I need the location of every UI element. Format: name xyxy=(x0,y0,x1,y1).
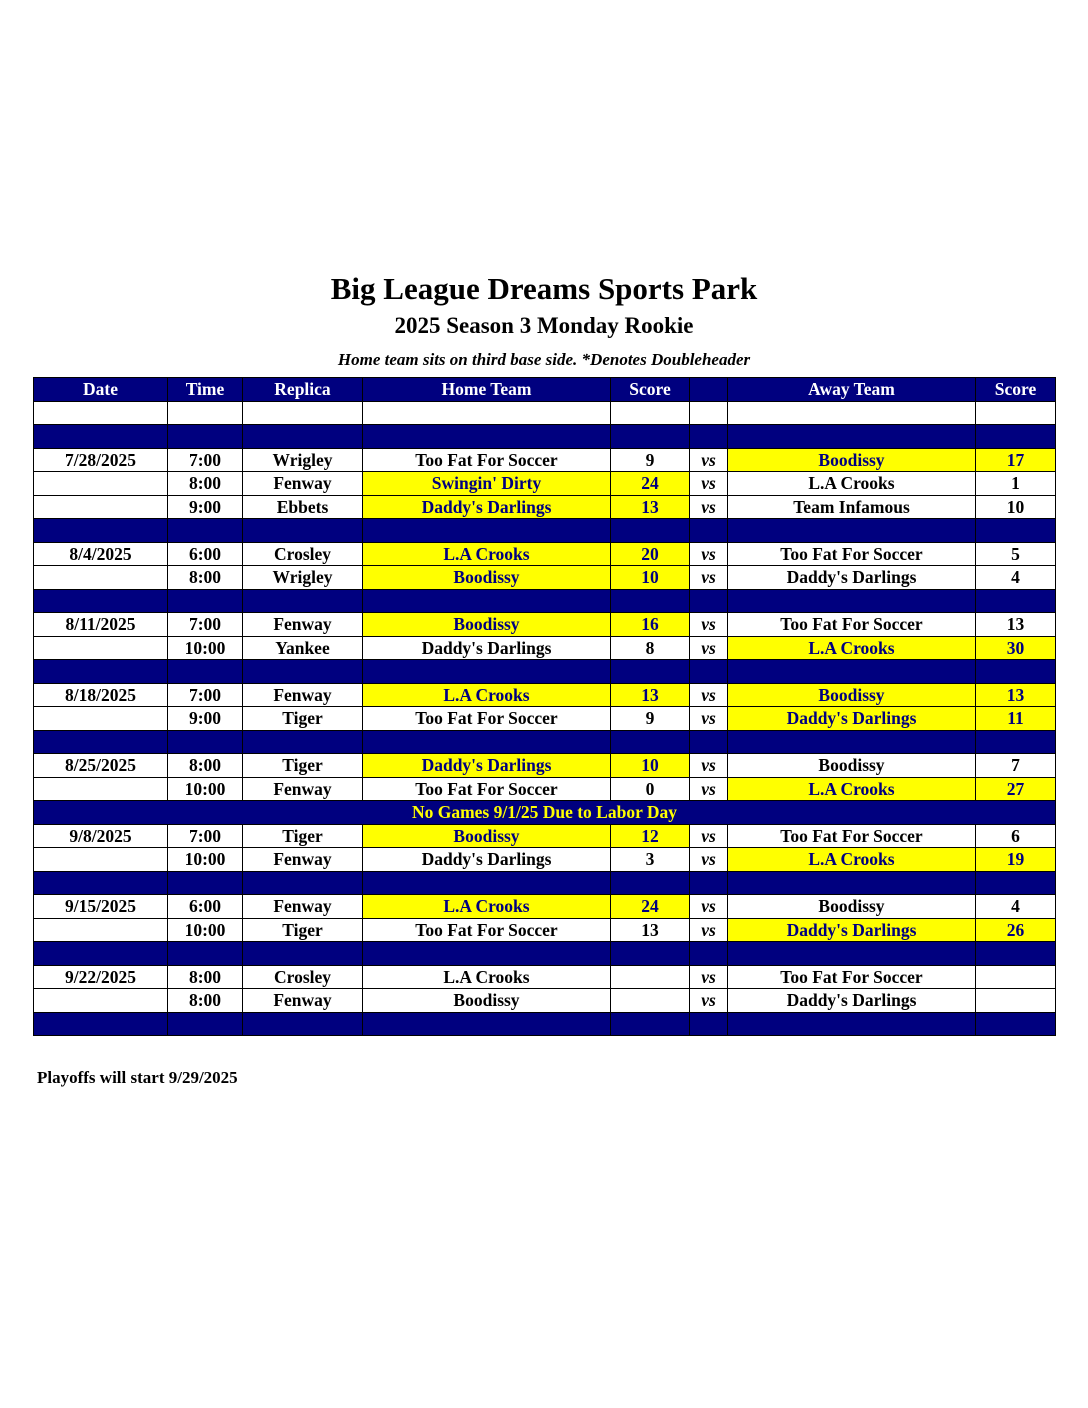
game-row xyxy=(34,636,1056,660)
time-cell: 8:00 xyxy=(168,566,243,590)
empty-cell xyxy=(34,519,168,543)
game-row xyxy=(34,683,1056,707)
away-team-cell: L.A Crooks xyxy=(728,777,976,801)
date-cell: 7/28/2025 xyxy=(34,448,168,472)
replica-cell: Fenway xyxy=(243,848,363,872)
separator-band-row xyxy=(34,589,1056,613)
empty-cell xyxy=(363,401,611,425)
vs-cell: vs xyxy=(690,707,728,731)
empty-cell xyxy=(728,425,976,449)
away-score-cell: 19 xyxy=(976,848,1056,872)
home-team-cell: L.A Crooks xyxy=(363,895,611,919)
time-cell: 10:00 xyxy=(168,636,243,660)
away-team-cell: L.A Crooks xyxy=(728,472,976,496)
empty-cell xyxy=(728,942,976,966)
empty-cell xyxy=(243,1012,363,1036)
empty-cell xyxy=(611,1012,690,1036)
empty-cell xyxy=(728,1012,976,1036)
empty-cell xyxy=(168,1012,243,1036)
empty-cell xyxy=(243,942,363,966)
away-score-cell: 27 xyxy=(976,777,1056,801)
empty-cell xyxy=(690,589,728,613)
empty-cell xyxy=(168,519,243,543)
empty-cell xyxy=(728,401,976,425)
empty-cell xyxy=(363,519,611,543)
empty-cell xyxy=(243,589,363,613)
empty-cell xyxy=(168,660,243,684)
empty-cell xyxy=(690,1012,728,1036)
away-score-cell: 4 xyxy=(976,895,1056,919)
date-cell xyxy=(34,777,168,801)
home-score-cell: 13 xyxy=(611,683,690,707)
separator-band-row xyxy=(34,871,1056,895)
date-cell: 8/18/2025 xyxy=(34,683,168,707)
home-team-cell: Too Fat For Soccer xyxy=(363,777,611,801)
empty-cell xyxy=(34,660,168,684)
replica-cell: Fenway xyxy=(243,895,363,919)
vs-cell: vs xyxy=(690,495,728,519)
home-score-cell: 13 xyxy=(611,918,690,942)
time-cell: 8:00 xyxy=(168,754,243,778)
away-team-cell: Too Fat For Soccer xyxy=(728,965,976,989)
game-row xyxy=(34,542,1056,566)
home-team-cell: L.A Crooks xyxy=(363,965,611,989)
time-cell: 6:00 xyxy=(168,895,243,919)
empty-cell xyxy=(728,660,976,684)
empty-cell xyxy=(168,425,243,449)
column-header-time: Time xyxy=(168,378,243,402)
vs-cell: vs xyxy=(690,613,728,637)
time-cell: 10:00 xyxy=(168,777,243,801)
home-score-cell: 24 xyxy=(611,895,690,919)
empty-cell xyxy=(363,589,611,613)
vs-cell: vs xyxy=(690,965,728,989)
home-score-cell: 16 xyxy=(611,613,690,637)
page-subtitle: 2025 Season 3 Monday Rookie xyxy=(394,313,694,338)
schedule-note: Home team sits on third base side. *Denotes Doubleheader xyxy=(337,350,751,369)
empty-cell xyxy=(690,730,728,754)
empty-cell xyxy=(243,871,363,895)
separator-band-row xyxy=(34,425,1056,449)
empty-cell xyxy=(363,660,611,684)
separator-band-row xyxy=(34,1012,1056,1036)
away-team-cell: Daddy's Darlings xyxy=(728,707,976,731)
empty-cell xyxy=(168,589,243,613)
away-team-cell: L.A Crooks xyxy=(728,636,976,660)
away-score-cell: 4 xyxy=(976,566,1056,590)
game-row xyxy=(34,613,1056,637)
empty-cell xyxy=(728,519,976,543)
empty-cell xyxy=(611,660,690,684)
date-cell xyxy=(34,848,168,872)
empty-cell xyxy=(976,871,1056,895)
empty-cell xyxy=(243,660,363,684)
game-row xyxy=(34,754,1056,778)
date-cell: 8/25/2025 xyxy=(34,754,168,778)
home-team-cell: Daddy's Darlings xyxy=(363,754,611,778)
empty-cell xyxy=(976,425,1056,449)
game-row xyxy=(34,566,1056,590)
away-score-cell xyxy=(976,965,1056,989)
vs-cell: vs xyxy=(690,895,728,919)
time-cell: 6:00 xyxy=(168,542,243,566)
empty-cell xyxy=(363,425,611,449)
home-score-cell: 24 xyxy=(611,472,690,496)
empty-cell xyxy=(976,401,1056,425)
away-team-cell: Team Infamous xyxy=(728,495,976,519)
game-row xyxy=(34,495,1056,519)
home-team-cell: L.A Crooks xyxy=(363,683,611,707)
column-header-replica: Replica xyxy=(243,378,363,402)
date-cell: 8/4/2025 xyxy=(34,542,168,566)
replica-cell: Yankee xyxy=(243,636,363,660)
empty-cell xyxy=(243,730,363,754)
home-score-cell: 9 xyxy=(611,448,690,472)
away-score-cell: 17 xyxy=(976,448,1056,472)
empty-cell xyxy=(611,942,690,966)
empty-cell xyxy=(690,942,728,966)
time-cell: 7:00 xyxy=(168,683,243,707)
away-team-cell: Boodissy xyxy=(728,683,976,707)
column-header-date: Date xyxy=(34,378,168,402)
replica-cell: Tiger xyxy=(243,754,363,778)
game-row xyxy=(34,918,1056,942)
column-header-away-team: Away Team xyxy=(728,378,976,402)
away-team-cell: Too Fat For Soccer xyxy=(728,824,976,848)
empty-cell xyxy=(611,425,690,449)
time-cell: 10:00 xyxy=(168,918,243,942)
playoffs-note: Playoffs will start 9/29/2025 xyxy=(37,1068,238,1087)
home-team-cell: Boodissy xyxy=(363,566,611,590)
vs-cell: vs xyxy=(690,448,728,472)
replica-cell: Tiger xyxy=(243,707,363,731)
time-cell: 9:00 xyxy=(168,707,243,731)
empty-cell xyxy=(34,589,168,613)
time-cell: 7:00 xyxy=(168,613,243,637)
time-cell: 8:00 xyxy=(168,965,243,989)
vs-cell: vs xyxy=(690,754,728,778)
game-row xyxy=(34,895,1056,919)
empty-cell xyxy=(363,730,611,754)
time-cell: 8:00 xyxy=(168,472,243,496)
table-header-row xyxy=(34,378,1056,402)
column-header-away-score: Score xyxy=(976,378,1056,402)
home-team-cell: Daddy's Darlings xyxy=(363,636,611,660)
away-score-cell: 11 xyxy=(976,707,1056,731)
vs-cell: vs xyxy=(690,824,728,848)
date-cell xyxy=(34,636,168,660)
schedule-table xyxy=(33,377,1056,1036)
replica-cell: Fenway xyxy=(243,683,363,707)
replica-cell: Fenway xyxy=(243,777,363,801)
away-score-cell: 1 xyxy=(976,472,1056,496)
vs-cell: vs xyxy=(690,989,728,1013)
empty-cell xyxy=(690,519,728,543)
away-team-cell: Boodissy xyxy=(728,448,976,472)
notice-text: No Games 9/1/25 Due to Labor Day xyxy=(34,801,1056,825)
time-cell: 9:00 xyxy=(168,495,243,519)
empty-cell xyxy=(976,519,1056,543)
home-score-cell: 12 xyxy=(611,824,690,848)
empty-cell xyxy=(976,942,1056,966)
game-row xyxy=(34,707,1056,731)
separator-band-row xyxy=(34,942,1056,966)
home-team-cell: Daddy's Darlings xyxy=(363,495,611,519)
replica-cell: Ebbets xyxy=(243,495,363,519)
away-team-cell: Boodissy xyxy=(728,895,976,919)
away-score-cell: 6 xyxy=(976,824,1056,848)
separator-band-row xyxy=(34,730,1056,754)
vs-cell: vs xyxy=(690,848,728,872)
vs-cell: vs xyxy=(690,542,728,566)
date-cell xyxy=(34,472,168,496)
away-score-cell: 5 xyxy=(976,542,1056,566)
away-score-cell: 30 xyxy=(976,636,1056,660)
vs-cell: vs xyxy=(690,636,728,660)
empty-cell xyxy=(363,942,611,966)
empty-cell xyxy=(611,871,690,895)
empty-cell xyxy=(690,871,728,895)
time-cell: 8:00 xyxy=(168,989,243,1013)
home-team-cell: Boodissy xyxy=(363,613,611,637)
home-team-cell: Too Fat For Soccer xyxy=(363,918,611,942)
empty-cell xyxy=(728,589,976,613)
vs-cell: vs xyxy=(690,566,728,590)
empty-cell xyxy=(34,942,168,966)
empty-cell xyxy=(976,730,1056,754)
empty-cell xyxy=(728,871,976,895)
empty-cell xyxy=(34,730,168,754)
column-header-home-score: Score xyxy=(611,378,690,402)
date-cell xyxy=(34,566,168,590)
date-cell xyxy=(34,707,168,731)
empty-cell xyxy=(243,401,363,425)
away-team-cell: Too Fat For Soccer xyxy=(728,613,976,637)
away-team-cell: Daddy's Darlings xyxy=(728,566,976,590)
away-team-cell: Daddy's Darlings xyxy=(728,918,976,942)
away-score-cell: 13 xyxy=(976,613,1056,637)
notice-row xyxy=(34,801,1056,825)
game-row xyxy=(34,448,1056,472)
home-score-cell xyxy=(611,965,690,989)
empty-cell xyxy=(363,1012,611,1036)
home-score-cell: 8 xyxy=(611,636,690,660)
away-team-cell: Boodissy xyxy=(728,754,976,778)
home-score-cell: 3 xyxy=(611,848,690,872)
empty-cell xyxy=(168,730,243,754)
home-team-cell: Swingin' Dirty xyxy=(363,472,611,496)
away-score-cell: 10 xyxy=(976,495,1056,519)
page-title: Big League Dreams Sports Park xyxy=(330,271,758,306)
replica-cell: Fenway xyxy=(243,989,363,1013)
date-cell: 9/8/2025 xyxy=(34,824,168,848)
empty-cell xyxy=(243,519,363,543)
home-score-cell xyxy=(611,989,690,1013)
separator-band-row xyxy=(34,519,1056,543)
away-score-cell: 7 xyxy=(976,754,1056,778)
vs-cell: vs xyxy=(690,777,728,801)
replica-cell: Wrigley xyxy=(243,448,363,472)
home-team-cell: Too Fat For Soccer xyxy=(363,707,611,731)
home-team-cell: Too Fat For Soccer xyxy=(363,448,611,472)
game-row xyxy=(34,965,1056,989)
empty-cell xyxy=(34,401,168,425)
vs-cell: vs xyxy=(690,683,728,707)
away-team-cell: L.A Crooks xyxy=(728,848,976,872)
empty-cell xyxy=(363,871,611,895)
home-score-cell: 13 xyxy=(611,495,690,519)
date-cell: 8/11/2025 xyxy=(34,613,168,637)
empty-cell xyxy=(611,589,690,613)
empty-cell xyxy=(976,1012,1056,1036)
vs-cell: vs xyxy=(690,918,728,942)
home-score-cell: 20 xyxy=(611,542,690,566)
home-team-cell: Boodissy xyxy=(363,989,611,1013)
game-row xyxy=(34,777,1056,801)
schedule-body xyxy=(34,401,1056,1036)
empty-cell xyxy=(34,1012,168,1036)
empty-cell xyxy=(168,871,243,895)
replica-cell: Wrigley xyxy=(243,566,363,590)
date-cell: 9/15/2025 xyxy=(34,895,168,919)
replica-cell: Tiger xyxy=(243,824,363,848)
replica-cell: Crosley xyxy=(243,965,363,989)
date-cell xyxy=(34,495,168,519)
column-header-vs xyxy=(690,378,728,402)
time-cell: 7:00 xyxy=(168,448,243,472)
empty-cell xyxy=(34,425,168,449)
column-header-home-team: Home Team xyxy=(363,378,611,402)
replica-cell: Fenway xyxy=(243,472,363,496)
empty-cell xyxy=(611,730,690,754)
empty-cell xyxy=(611,401,690,425)
separator-band-row xyxy=(34,660,1056,684)
home-score-cell: 0 xyxy=(611,777,690,801)
away-team-cell: Daddy's Darlings xyxy=(728,989,976,1013)
game-row xyxy=(34,989,1056,1013)
empty-cell xyxy=(728,730,976,754)
game-row xyxy=(34,472,1056,496)
time-cell: 7:00 xyxy=(168,824,243,848)
home-team-cell: L.A Crooks xyxy=(363,542,611,566)
empty-cell xyxy=(976,589,1056,613)
empty-cell xyxy=(690,425,728,449)
away-score-cell: 13 xyxy=(976,683,1056,707)
replica-cell: Crosley xyxy=(243,542,363,566)
home-score-cell: 10 xyxy=(611,754,690,778)
date-cell: 9/22/2025 xyxy=(34,965,168,989)
empty-cell xyxy=(611,519,690,543)
replica-cell: Tiger xyxy=(243,918,363,942)
empty-cell xyxy=(243,425,363,449)
vs-cell: vs xyxy=(690,472,728,496)
away-score-cell: 26 xyxy=(976,918,1056,942)
empty-cell xyxy=(168,401,243,425)
date-cell xyxy=(34,918,168,942)
home-score-cell: 10 xyxy=(611,566,690,590)
home-score-cell: 9 xyxy=(611,707,690,731)
replica-cell: Fenway xyxy=(243,613,363,637)
blank-row xyxy=(34,401,1056,425)
empty-cell xyxy=(34,871,168,895)
empty-cell xyxy=(168,942,243,966)
empty-cell xyxy=(690,401,728,425)
empty-cell xyxy=(690,660,728,684)
empty-cell xyxy=(976,660,1056,684)
time-cell: 10:00 xyxy=(168,848,243,872)
date-cell xyxy=(34,989,168,1013)
home-team-cell: Boodissy xyxy=(363,824,611,848)
home-team-cell: Daddy's Darlings xyxy=(363,848,611,872)
game-row xyxy=(34,848,1056,872)
away-score-cell xyxy=(976,989,1056,1013)
game-row xyxy=(34,824,1056,848)
away-team-cell: Too Fat For Soccer xyxy=(728,542,976,566)
